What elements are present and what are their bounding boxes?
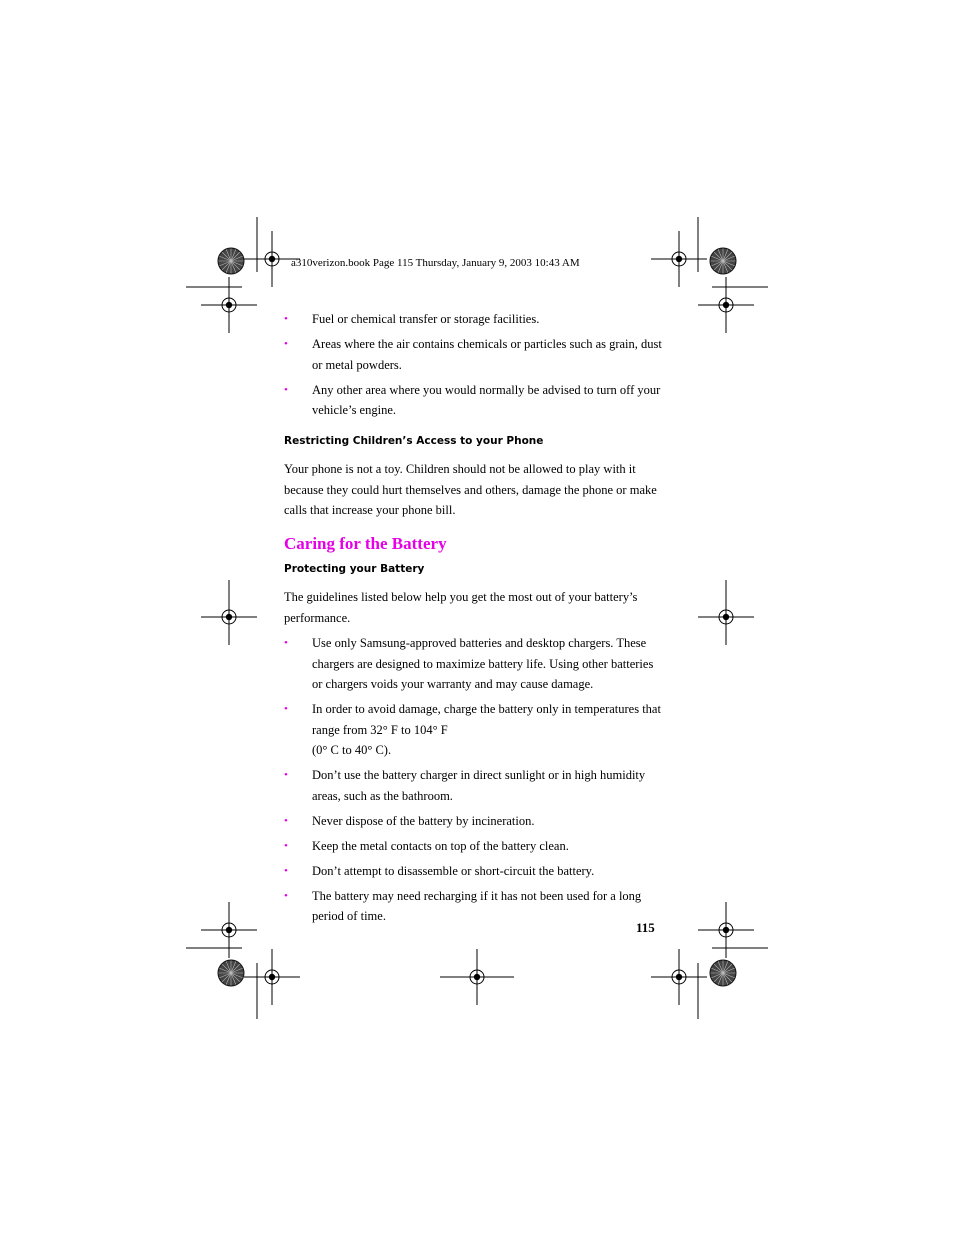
registration-mark-icon (201, 589, 257, 645)
registration-mark-icon (201, 902, 257, 958)
color-bar-starburst-icon (218, 248, 244, 274)
temperature-celsius: (0° C to 40° C). (312, 743, 392, 757)
bullet-icon: • (284, 637, 288, 649)
battery-guidelines-list (284, 633, 664, 927)
bullet-icon: • (284, 338, 288, 350)
bullet-icon: • (284, 383, 288, 396)
list-item: • Don’t attempt to disassemble or short-circuit the battery. (284, 861, 664, 882)
list-item: • Fuel or chemical transfer or storage facilities. (284, 309, 664, 330)
children-access-paragraph: Your phone is not a toy. Children should not be allowed to play with it because they could hurt themselves and others, damage the phone or make calls that increase your phone bill. (284, 462, 657, 517)
bullet-icon: • (284, 769, 288, 781)
color-bar-starburst-icon (218, 960, 244, 986)
bullet-icon: • (284, 889, 288, 902)
list-item: • Any other area where you would normally be advised to turn off your vehicle’s engine. (284, 380, 664, 421)
list-item: • The battery may need recharging if it has not been used for a long period of time. (284, 886, 664, 927)
color-bar-starburst-icon (710, 248, 736, 274)
registration-mark-icon (698, 589, 754, 645)
registration-mark-icon (698, 902, 754, 958)
print-header: a310verizon.book Page 115 Thursday, January 9, 2003 10:43 AM (291, 257, 580, 269)
list-item: • Use only Samsung-approved batteries and desktop chargers. These chargers are designed to maximize battery life. Using other batteries or chargers voids your warranty and may cause damage. (284, 633, 664, 695)
list-item: • Areas where the air contains chemicals or particles such as grain, dust or metal powders. (284, 334, 664, 375)
registration-mark-icon (201, 277, 257, 333)
children-access-heading: Restricting Children’s Access to your Phone (284, 434, 544, 447)
registration-mark-icon (244, 949, 300, 1005)
list-item: • Keep the metal contacts on top of the battery clean. (284, 836, 664, 857)
list-item: • Don’t use the battery charger in direct sunlight or in high humidity areas, such as the bathroom. (284, 765, 664, 806)
color-bar-starburst-icon (710, 960, 736, 986)
battery-intro-paragraph: The guidelines listed below help you get the most out of your battery’s performance. (284, 590, 638, 625)
registration-mark-icon (698, 277, 754, 333)
registration-mark-icon (651, 949, 707, 1005)
page-number: 115 (636, 920, 655, 935)
registration-mark-icon (651, 231, 707, 287)
list-item: • In order to avoid damage, charge the battery only in temperatures that range from 32° F to 104° F (0° C to 40° C). (284, 699, 664, 761)
bullet-icon: • (284, 313, 288, 325)
bullet-icon: • (284, 864, 288, 877)
protecting-battery-heading: Protecting your Battery (284, 562, 425, 575)
page-content (284, 309, 664, 931)
bullet-icon: • (284, 814, 288, 827)
section-title: Caring for the Battery (284, 533, 447, 553)
bullet-icon: • (284, 839, 288, 852)
bullet-icon: • (284, 703, 288, 715)
hazard-area-list (284, 309, 664, 421)
list-item: • Never dispose of the battery by incineration. (284, 811, 664, 832)
